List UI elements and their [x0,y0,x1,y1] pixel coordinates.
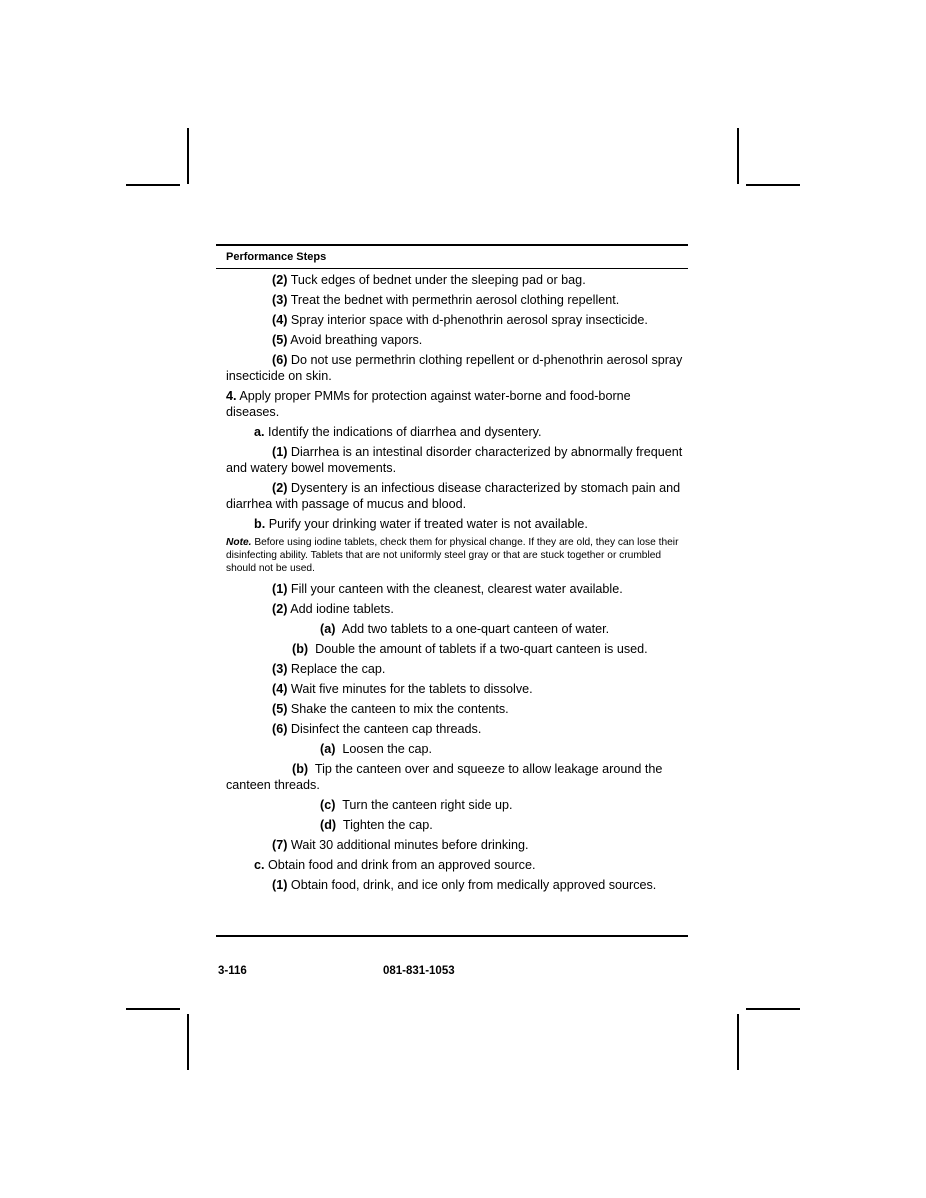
step-item-sub: c. Obtain food and drink from an approved source. [254,858,536,872]
step-item: (6) Do not use permethrin clothing repellent or d-phenothrin aerosol spray insecticide on skin. [226,353,683,383]
crop-mark-top-left-horizontal [126,184,180,186]
crop-mark-top-right-vertical [737,128,739,184]
step-item-subsub: (b) Tip the canteen over and squeeze to allow leakage around the canteen threads. [226,762,663,792]
header-top-rule [216,244,688,246]
step-item: (4) Spray interior space with d-phenothrin aerosol spray insecticide. [272,313,648,327]
step-item-main: 4. Apply proper PMMs for protection against water-borne and food-borne diseases. [226,389,631,419]
page-number: 3-116 [218,965,247,977]
footer-rule [216,935,688,937]
step-item: (3) Replace the cap. [272,662,386,676]
document-number: 081-831-1053 [383,965,455,977]
step-item-sub: b. Purify your drinking water if treated water is not available. [254,517,588,531]
step-item: (4) Wait five minutes for the tablets to dissolve. [272,682,533,696]
step-item-subsub: (d) Tighten the cap. [320,818,433,832]
step-item: (1) Fill your canteen with the cleanest, clearest water available. [272,582,623,596]
crop-mark-bottom-right-vertical [737,1014,739,1070]
step-item-sub: a. Identify the indications of diarrhea and dysentery. [254,425,542,439]
crop-mark-bottom-left-vertical [187,1014,189,1070]
step-item: (5) Avoid breathing vapors. [272,333,423,347]
crop-mark-top-right-horizontal [746,184,800,186]
step-item: (6) Disinfect the canteen cap threads. [272,722,482,736]
step-item: (1) Diarrhea is an intestinal disorder characterized by abnormally frequent and watery bowel movements. [226,445,683,475]
step-item-subsub: (a) Loosen the cap. [320,742,433,756]
step-item: (7) Wait 30 additional minutes before drinking. [272,838,529,852]
step-item-subsub: (b) Double the amount of tablets if a two-quart canteen is used. [292,642,648,656]
step-item: (3) Treat the bednet with permethrin aerosol clothing repellent. [272,293,620,307]
step-item: (2) Dysentery is an infectious disease characterized by stomach pain and diarrhea with passage of mucus and blood. [226,481,681,511]
step-item: (5) Shake the canteen to mix the contents. [272,702,509,716]
step-item-subsub: (c) Turn the canteen right side up. [320,798,513,812]
section-header: Performance Steps [226,251,327,263]
crop-mark-top-left-vertical [187,128,189,184]
step-item-subsub: (a) Add two tablets to a one-quart canteen of water. [320,622,610,636]
header-bottom-rule [216,268,688,269]
crop-mark-bottom-left-horizontal [126,1008,180,1010]
step-item: (2) Tuck edges of bednet under the sleeping pad or bag. [272,273,586,287]
step-item: (1) Obtain food, drink, and ice only from medically approved sources. [272,878,657,892]
step-item: (2) Add iodine tablets. [272,602,394,616]
note-block: Note. Before using iodine tablets, check them for physical change. If they are old, they can lose their disinfecting ability. Tablets that are not uniformly steel gray or that are stuck together or crumbled should not be used. [226,537,679,574]
performance-steps-body [226,272,686,893]
crop-mark-bottom-right-horizontal [746,1008,800,1010]
